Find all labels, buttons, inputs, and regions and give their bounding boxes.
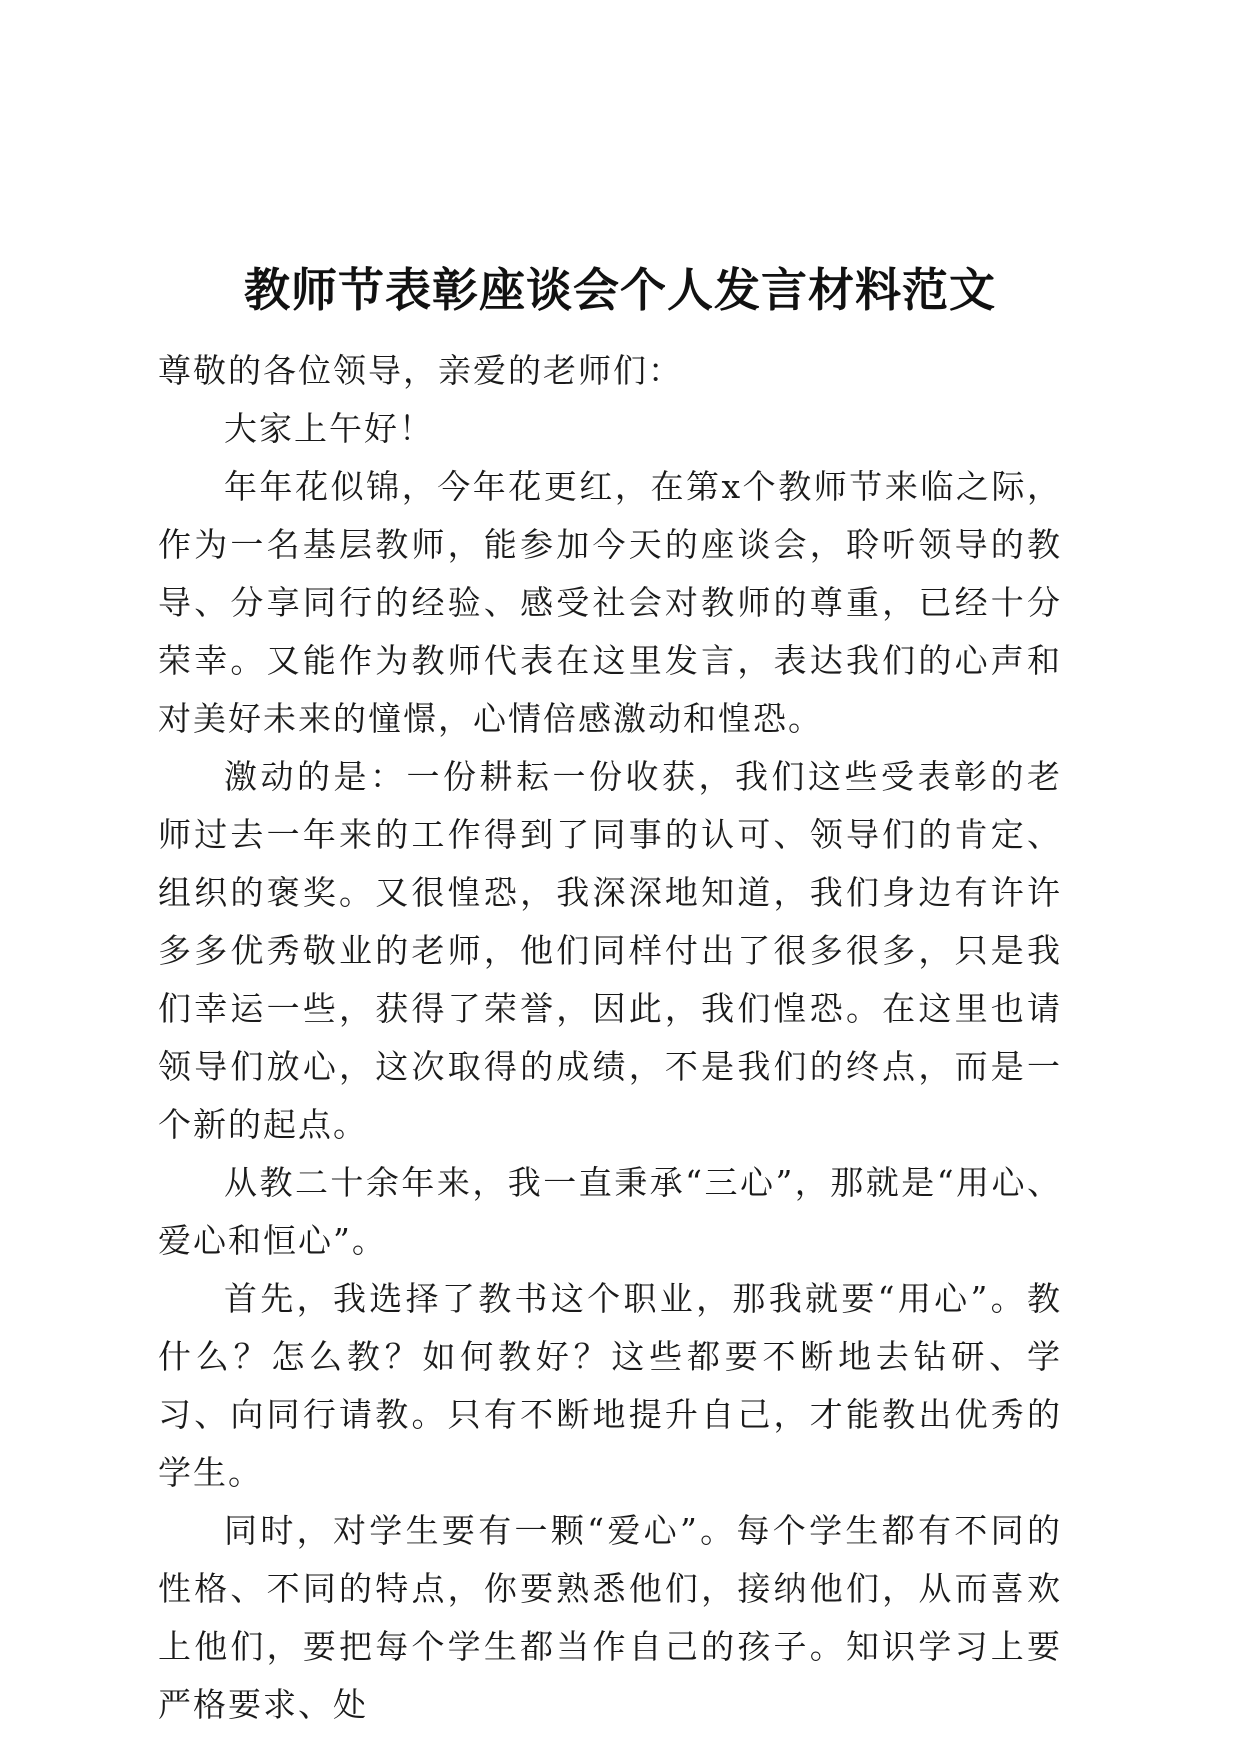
paragraph-opening: 年年花似锦，今年花更红，在第x个教师节来临之际，作为一名基层教师，能参加今天的座谈会，聆听领导的教导、分享同行的经验、感受社会对教师的尊重，已经十分荣幸。又能作为教师代表在这里发言，表达我们的心声和对美好未来的憧憬，心情倍感激动和惶恐。 bbox=[158, 467, 1062, 738]
paragraph-emotion: 激动的是：一份耕耘一份收获，我们这些受表彰的老师过去一年来的工作得到了同事的认可、领导们的肯定、组织的褒奖。又很惶恐，我深深地知道，我们身边有许许多多优秀敬业的老师，他们同样付出了很多很多，只是我们幸运一些，获得了荣誉，因此，我们惶恐。在这里也请领导们放心，这次取得的成绩，不是我们的终点，而是一个新的起点。 bbox=[158, 757, 1062, 1144]
document-body bbox=[158, 342, 1062, 1734]
paragraph-greeting: 大家上午好！ bbox=[224, 409, 434, 448]
paragraph-three-hearts: 从教二十余年来，我一直秉承“三心”，那就是“用心、爱心和恒心”。 bbox=[158, 1163, 1062, 1260]
paragraph-dedication: 首先，我选择了教书这个职业，那我就要“用心”。教什么？怎么教？如何教好？这些都要不断地去钻研、学习、向同行请教。只有不断地提升自己，才能教出优秀的学生。 bbox=[158, 1279, 1062, 1492]
salutation: 尊敬的各位领导，亲爱的老师们： bbox=[158, 351, 683, 390]
document-title: 教师节表彰座谈会个人发言材料范文 bbox=[244, 263, 996, 317]
paragraph-love: 同时，对学生要有一颗“爱心”。每个学生都有不同的性格、不同的特点，你要熟悉他们，接纳他们，从而喜欢上他们，要把每个学生都当作自己的孩子。知识学习上要严格要求、处 bbox=[158, 1511, 1062, 1724]
